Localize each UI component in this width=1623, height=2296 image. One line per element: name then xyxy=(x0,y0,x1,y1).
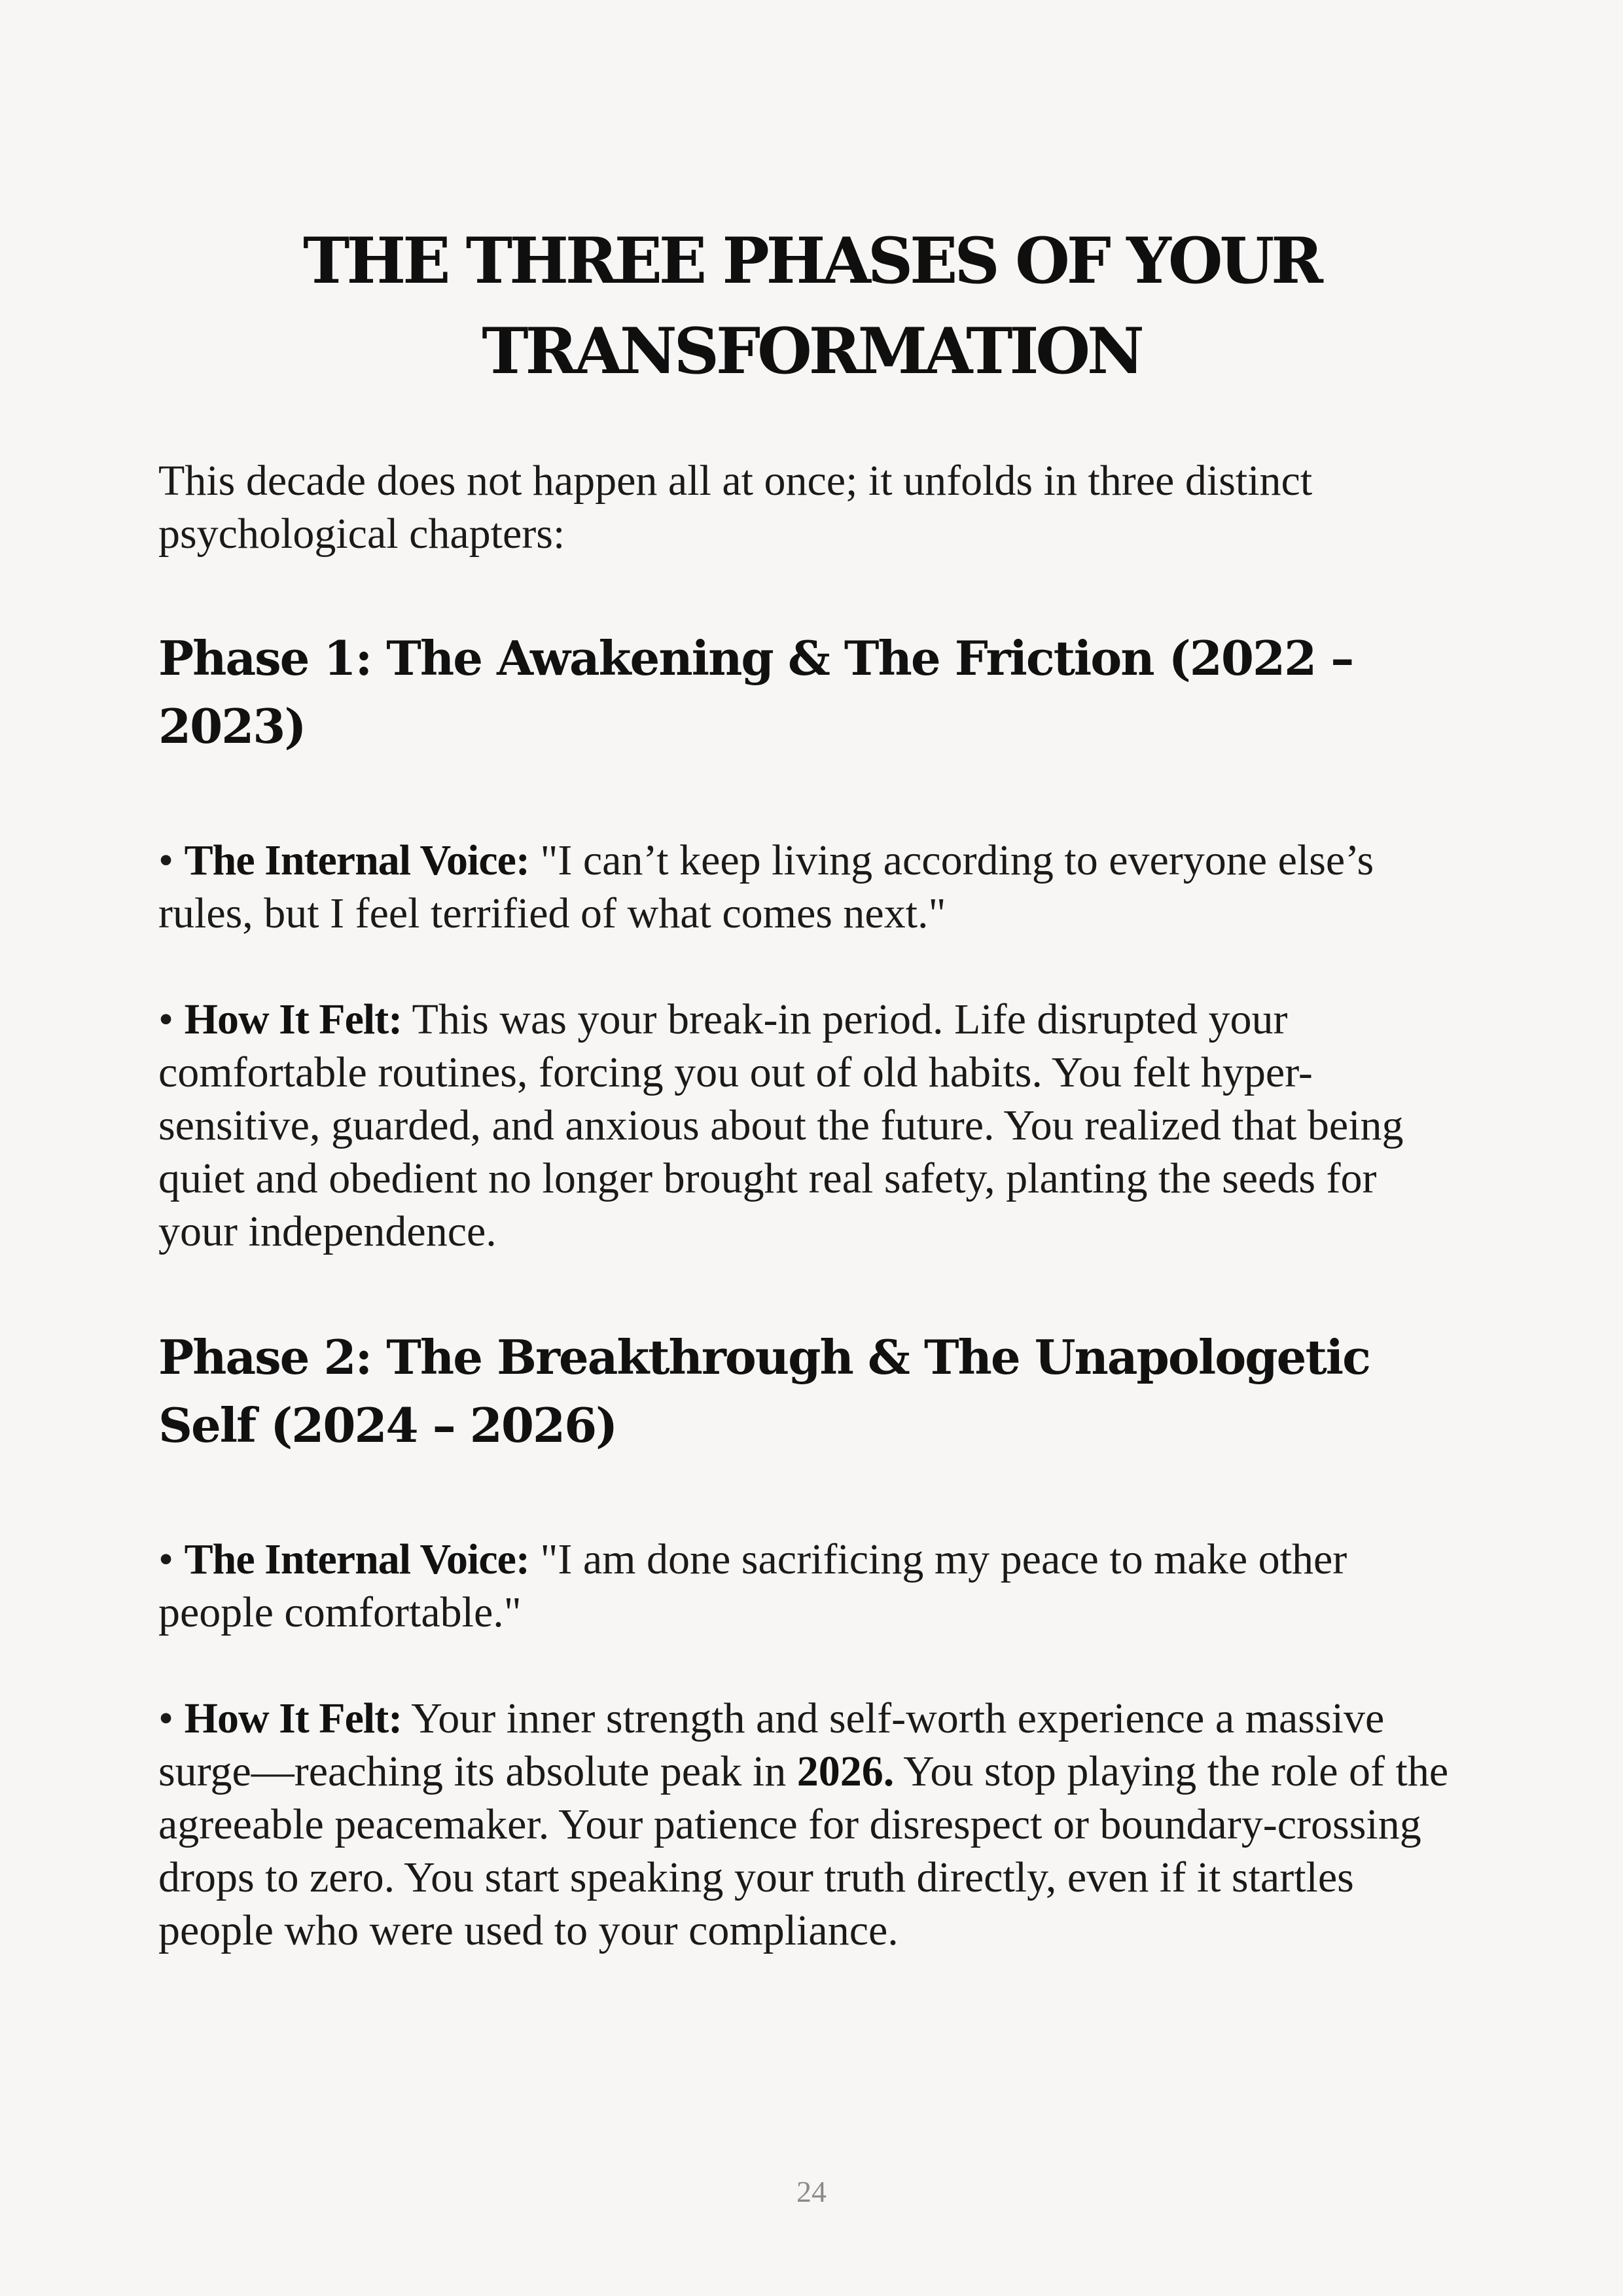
item-label: How It Felt: xyxy=(184,996,402,1043)
phase-2-section xyxy=(158,1323,1465,1957)
bullet: • xyxy=(158,836,174,884)
bullet: • xyxy=(158,1535,174,1583)
phase-2-heading: Phase 2: The Breakthrough & The Unapologetic Self (2024 – 2026) xyxy=(158,1329,1370,1453)
item-text: "I can’t keep living according to everyone else’s rules, but I feel terrified of what comes next." xyxy=(158,836,1374,937)
page-title-line-1: THE THREE PHASES OF YOUR xyxy=(303,224,1320,298)
emphasis-year: 2026. xyxy=(796,1748,895,1795)
intro-paragraph: This decade does not happen all at once; it unfolds in three distinct psychological chapters: xyxy=(158,457,1313,558)
phase-1-heading: Phase 1: The Awakening & The Friction (2022 – 2023) xyxy=(158,630,1353,754)
page-content xyxy=(158,216,1465,2010)
bullet: • xyxy=(158,1695,174,1742)
phase-1-internal-voice xyxy=(158,834,1465,940)
item-text-before: Your inner strength and self-worth experience a massive surge—reaching its absolute peak in xyxy=(158,1695,1385,1795)
page-title xyxy=(158,216,1465,397)
phase-2-how-it-felt xyxy=(158,1692,1465,1957)
item-label: The Internal Voice: xyxy=(184,1535,529,1583)
item-text: This was your break-in period. Life disrupted your comfortable routines, forcing you out of old habits. You felt hyper-sensitive, guarded, and anxious about the future. You realized that being quiet and obedient no longer brought real safety, planting the seeds for your independence. xyxy=(158,996,1404,1255)
phase-1-section xyxy=(158,624,1465,1258)
item-label: The Internal Voice: xyxy=(184,836,529,884)
page-title-line-2: TRANSFORMATION xyxy=(482,314,1141,388)
item-text: "I am done sacrificing my peace to make other people comfortable." xyxy=(158,1535,1347,1636)
item-text-after: You stop playing the role of the agreeable peacemaker. Your patience for disrespect or boundary-crossing drops to zero. You start speaking your truth directly, even if it startles people who were used to your compliance. xyxy=(158,1748,1449,1954)
bullet: • xyxy=(158,996,174,1043)
phase-1-how-it-felt xyxy=(158,993,1465,1258)
phase-2-internal-voice xyxy=(158,1533,1465,1639)
item-label: How It Felt: xyxy=(184,1695,402,1742)
page-number: 24 xyxy=(796,2175,827,2208)
